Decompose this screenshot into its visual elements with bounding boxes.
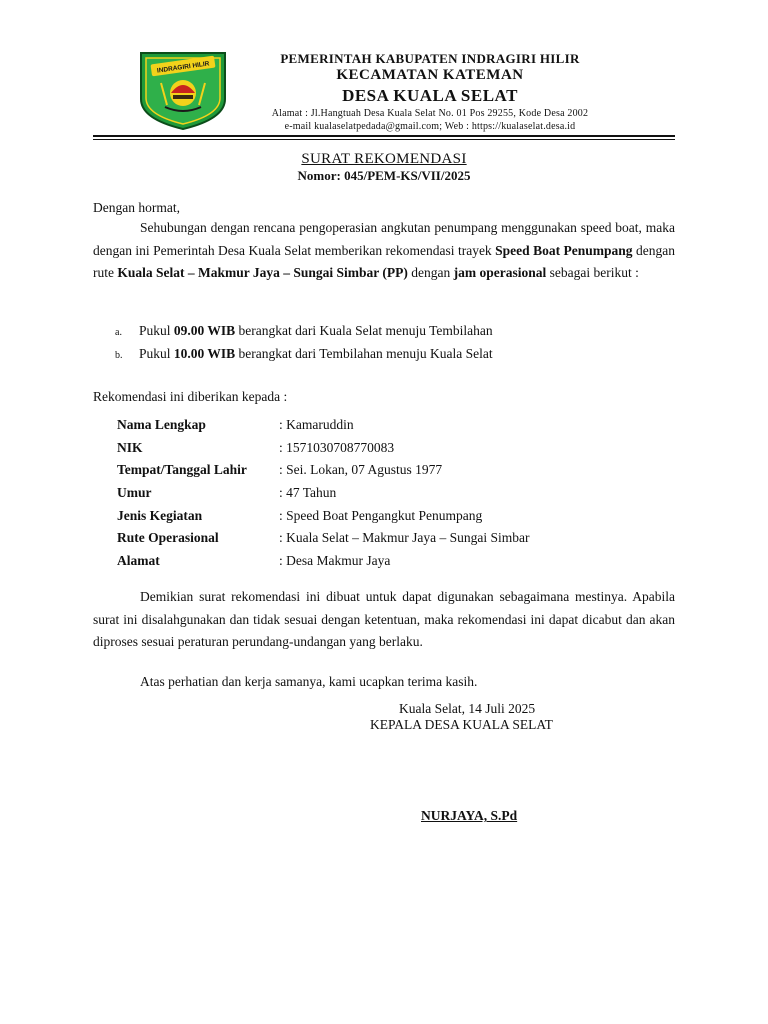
letterhead-district: KECAMATAN KATEMAN (336, 67, 524, 83)
logo-text: INDRAGIRI HILIR (156, 60, 210, 75)
detail-row (117, 459, 529, 482)
signature-place-date: Kuala Selat, 14 Juli 2025 (399, 701, 536, 716)
detail-row (117, 437, 529, 460)
letter-number: Nomor: 045/PEM-KS/VII/2025 (297, 168, 471, 183)
letterhead-address: Alamat : Jl.Hangtuah Desa Kuala Selat No. 01 Pos 29255, Kode Desa 2002 (271, 108, 589, 119)
opening-paragraph: Sehubungan dengan rencana pengoperasian angkutan penumpang menggunakan speed boat, maka dengan ini Pemerintah Desa Kuala Selat memberikan rekomendasi trayek Speed Boat Penumpang dengan rute Kuala Selat – Makmur Jaya – Sungai Simbar (PP) dengan jam operasional sebagai berikut : (93, 220, 675, 281)
detail-label: Umur (117, 485, 152, 501)
detail-label: Rute Operasional (117, 530, 219, 546)
letterhead-divider-thin (93, 139, 675, 140)
detail-row (117, 550, 529, 573)
detail-label: Tempat/Tanggal Lahir (117, 462, 247, 478)
detail-row (117, 414, 529, 437)
detail-value: : Speed Boat Pengangkut Penumpang (279, 507, 483, 523)
detail-value: : Kuala Selat – Makmur Jaya – Sungai Simbar (279, 530, 530, 546)
detail-label: NIK (117, 439, 143, 455)
detail-row (117, 482, 529, 505)
thank-you-line: Atas perhatian dan kerja samanya, kami ucapkan terima kasih. (140, 674, 478, 689)
greeting: Dengan hormat, (93, 200, 180, 215)
signatory-name: NURJAYA, S.Pd (421, 808, 518, 823)
detail-value: : Kamaruddin (279, 417, 354, 432)
letter-title: SURAT REKOMENDASI (301, 151, 467, 167)
detail-value: : 1571030708770083 (279, 439, 395, 455)
detail-value: : Desa Makmur Jaya (279, 553, 391, 569)
detail-value: : Sei. Lokan, 07 Agustus 1977 (279, 462, 443, 478)
regency-emblem-logo (137, 49, 229, 131)
letterhead-contact: e-mail kualaselatpedada@gmail.com; Web : https://kualaselat.desa.id (284, 121, 576, 132)
detail-label: Jenis Kegiatan (117, 507, 203, 523)
detail-row (117, 505, 529, 528)
schedule-item: b. Pukul 10.00 WIB berangkat dari Tembilahan menuju Kuala Selat (115, 346, 493, 361)
signature-position: KEPALA DESA KUALA SELAT (370, 717, 553, 732)
detail-row (117, 527, 529, 550)
letterhead-divider-thick (93, 135, 675, 137)
schedule-item: a. Pukul 09.00 WIB berangkat dari Kuala Selat menuju Tembilahan (115, 323, 493, 338)
detail-label: Alamat (117, 553, 160, 569)
recipient-details (117, 414, 529, 573)
detail-label: Nama Lengkap (117, 417, 206, 432)
closing-paragraph: Demikian surat rekomendasi ini dibuat untuk dapat digunakan sebagaimana mestinya. Apabila surat ini disalahgunakan dan tidak sesuai dengan ketentuan, maka rekomendasi ini dapat dicabut dan akan diproses sesuai peraturan perundang-undangan yang berlaku. (93, 589, 675, 650)
recipient-intro: Rekomendasi ini diberikan kepada : (93, 389, 288, 404)
detail-value: : 47 Tahun (279, 485, 337, 501)
letterhead-village: DESA KUALA SELAT (342, 86, 518, 105)
letterhead-government: PEMERINTAH KABUPATEN INDRAGIRI HILIR (280, 51, 580, 66)
